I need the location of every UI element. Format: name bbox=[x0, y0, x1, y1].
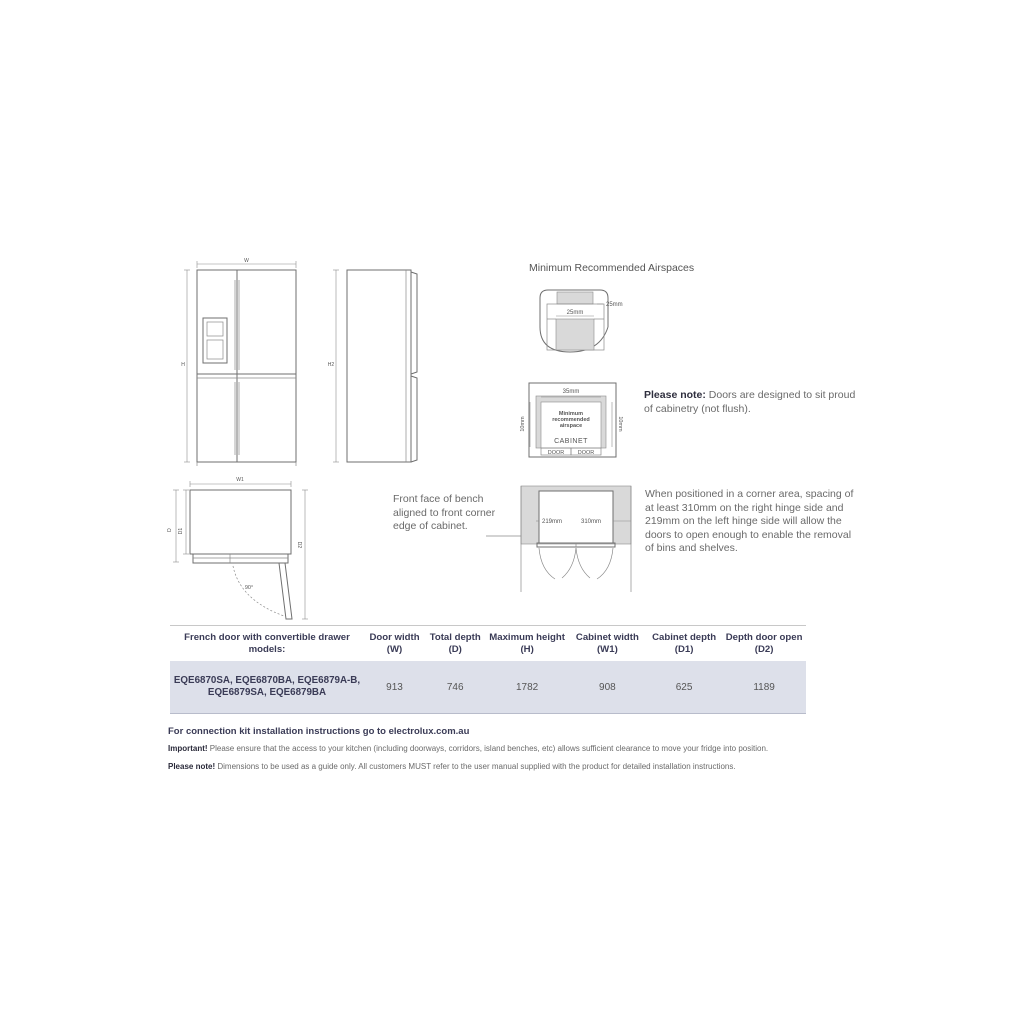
bench-note: Front face of bench aligned to front corner edge of cabinet. bbox=[393, 493, 496, 532]
label-door-2: DOOR bbox=[577, 450, 595, 456]
plan-cabinet-outline bbox=[190, 490, 291, 554]
airspace-top-detail bbox=[540, 290, 623, 352]
label-side-gap: 25mm bbox=[566, 310, 584, 316]
plan-view bbox=[167, 477, 308, 619]
corner-note: When positioned in a corner area, spacing of at least 310mm on the right hinge side and 219mm on the left hinge side will allow the doors to open enough to enable the removal of bins and shelves. bbox=[645, 488, 854, 554]
please-note-guide: Please note! Dimensions to be used as a guide only. All customers MUST refer to the user manual supplied with the product for detailed installation instructions. bbox=[168, 762, 736, 771]
label-top-gap: 25mm bbox=[606, 302, 623, 308]
label-gap-35: 35mm bbox=[562, 389, 580, 395]
label-gap-10-left: 10mm bbox=[520, 416, 526, 432]
min-airspace-line2: recommended bbox=[552, 417, 590, 423]
airspace-plan-detail bbox=[520, 383, 623, 457]
important-note: Important! Please ensure that the access to your kitchen (including doorways, corridors, island benches, etc) allows sufficient clearance to move your fridge into position. bbox=[168, 744, 769, 753]
label-d1: D1 bbox=[178, 527, 184, 535]
front-view bbox=[181, 258, 296, 466]
please-note-doors: Please note: Doors are designed to sit proud of cabinetry (not flush). bbox=[644, 389, 856, 415]
water-dispenser bbox=[203, 318, 227, 363]
cell-depth-door-open: 1189 bbox=[722, 661, 806, 714]
min-airspace-line3: airspace bbox=[559, 423, 583, 429]
label-d: D bbox=[167, 528, 173, 532]
fridge-front-outline bbox=[197, 270, 296, 462]
header-cabinet-width: Cabinet width (W1) bbox=[575, 632, 639, 655]
cell-cabinet-width: 908 bbox=[569, 661, 646, 714]
spec-table bbox=[170, 625, 806, 714]
fridge-side-outline bbox=[347, 270, 411, 462]
cell-door-width: 913 bbox=[364, 661, 425, 714]
header-models: French door with convertible drawer models: bbox=[184, 632, 350, 655]
airspaces-title: Minimum Recommended Airspaces bbox=[529, 262, 695, 274]
label-d2: D2 bbox=[296, 541, 302, 549]
connection-kit-note: For connection kit installation instructions go to electrolux.com.au bbox=[168, 726, 470, 737]
cell-models: EQE6870SA, EQE6870BA, EQE6879A-B, EQE6879SA, EQE6879BA bbox=[170, 661, 364, 714]
label-door-1: DOOR bbox=[547, 450, 565, 456]
side-view bbox=[328, 270, 417, 462]
plan-door-open bbox=[279, 563, 292, 619]
label-w: W bbox=[244, 258, 249, 264]
label-corner-310: 310mm bbox=[580, 519, 602, 525]
header-max-height: Maximum height (H) bbox=[489, 632, 565, 655]
table-row bbox=[170, 661, 806, 714]
label-cabinet: CABINET bbox=[554, 438, 588, 445]
header-total-depth: Total depth (D) bbox=[429, 632, 481, 655]
plan-doors bbox=[193, 554, 288, 563]
label-gap-10-right: 10mm bbox=[617, 416, 623, 432]
cell-total-depth: 746 bbox=[425, 661, 485, 714]
header-depth-door-open: Depth door open (D2) bbox=[725, 632, 803, 655]
label-h2: H2 bbox=[327, 362, 335, 368]
label-h: H bbox=[181, 362, 185, 368]
label-angle: 90° bbox=[244, 585, 254, 591]
cell-max-height: 1782 bbox=[485, 661, 568, 714]
label-corner-219: 219mm bbox=[541, 519, 563, 525]
header-cabinet-depth: Cabinet depth (D1) bbox=[652, 632, 717, 655]
header-door-width: Door width (W) bbox=[369, 632, 420, 655]
cell-cabinet-depth: 625 bbox=[646, 661, 722, 714]
min-airspace-line1: Minimum bbox=[558, 411, 584, 417]
label-w1: W1 bbox=[236, 477, 244, 483]
